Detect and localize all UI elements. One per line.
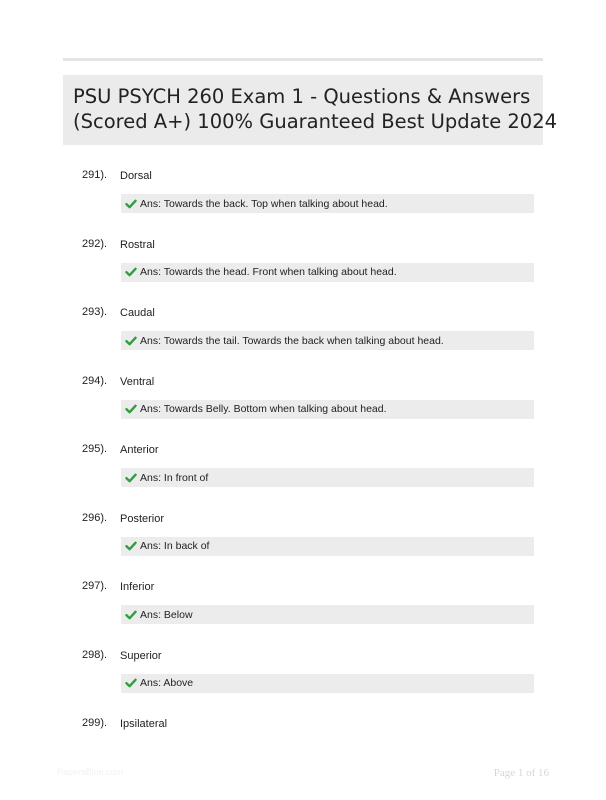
question-number: 298).	[82, 648, 108, 661]
answer-box	[121, 194, 534, 213]
answer-box	[121, 400, 534, 419]
check-icon	[125, 540, 137, 552]
question-answer-list	[0, 168, 606, 785]
check-icon	[125, 198, 137, 210]
page-number: Page 1 of 16	[493, 767, 549, 779]
answer-text: Ans: Towards the tail. Towards the back when talking about head.	[140, 334, 444, 347]
question-number: 295).	[82, 443, 108, 455]
answer-box	[121, 468, 534, 487]
question-text: Superior	[120, 649, 162, 662]
answer-text: Ans: In front of	[140, 471, 209, 484]
check-icon	[125, 609, 137, 621]
qa-item	[0, 168, 606, 237]
check-icon	[125, 266, 137, 278]
qa-item	[0, 237, 606, 306]
answer-text: Ans: Towards the head. Front when talking about head.	[140, 266, 397, 278]
top-divider	[63, 58, 543, 61]
document-title-line-1: PSU PSYCH 260 Exam 1 - Questions & Answers	[73, 85, 531, 108]
question-number: 297).	[82, 580, 108, 592]
qa-item	[0, 374, 606, 443]
check-icon	[125, 403, 137, 415]
answer-text: Ans: Above	[140, 677, 194, 689]
answer-text: Ans: Below	[140, 608, 193, 621]
footer-watermark: PapersBlue.com	[57, 767, 124, 777]
answer-text: Ans: Towards Belly. Bottom when talking about head.	[140, 403, 387, 415]
qa-item	[0, 648, 606, 717]
question-text: Anterior	[120, 444, 159, 456]
qa-item	[0, 579, 606, 648]
question-text: Posterior	[120, 512, 165, 525]
check-icon	[125, 677, 137, 689]
question-number: 291).	[82, 169, 108, 181]
question-text: Inferior	[120, 581, 155, 593]
question-text: Caudal	[120, 307, 155, 319]
answer-box	[121, 674, 534, 693]
qa-item	[0, 305, 606, 374]
check-icon	[125, 472, 137, 484]
answer-text: Ans: In back of	[140, 540, 210, 552]
check-icon	[125, 335, 137, 347]
document-title-line-2: (Scored A+) 100% Guaranteed Best Update 2024	[73, 110, 558, 133]
question-text: Dorsal	[120, 170, 152, 182]
qa-item	[0, 442, 606, 511]
question-number: 299).	[82, 717, 108, 729]
document-title-banner	[63, 75, 558, 145]
answer-box	[121, 263, 534, 282]
answer-box	[121, 605, 534, 624]
answer-box	[121, 537, 534, 556]
question-text: Ventral	[120, 375, 155, 388]
question-number: 293).	[82, 306, 108, 318]
question-number: 292).	[82, 237, 108, 250]
question-text: Rostral	[120, 238, 155, 251]
answer-box	[121, 331, 534, 350]
question-text: Ipsilateral	[120, 718, 168, 730]
answer-text: Ans: Towards the back. Top when talking about head.	[140, 197, 388, 210]
question-number: 296).	[82, 511, 108, 524]
qa-item	[0, 511, 606, 580]
question-number: 294).	[82, 374, 108, 387]
